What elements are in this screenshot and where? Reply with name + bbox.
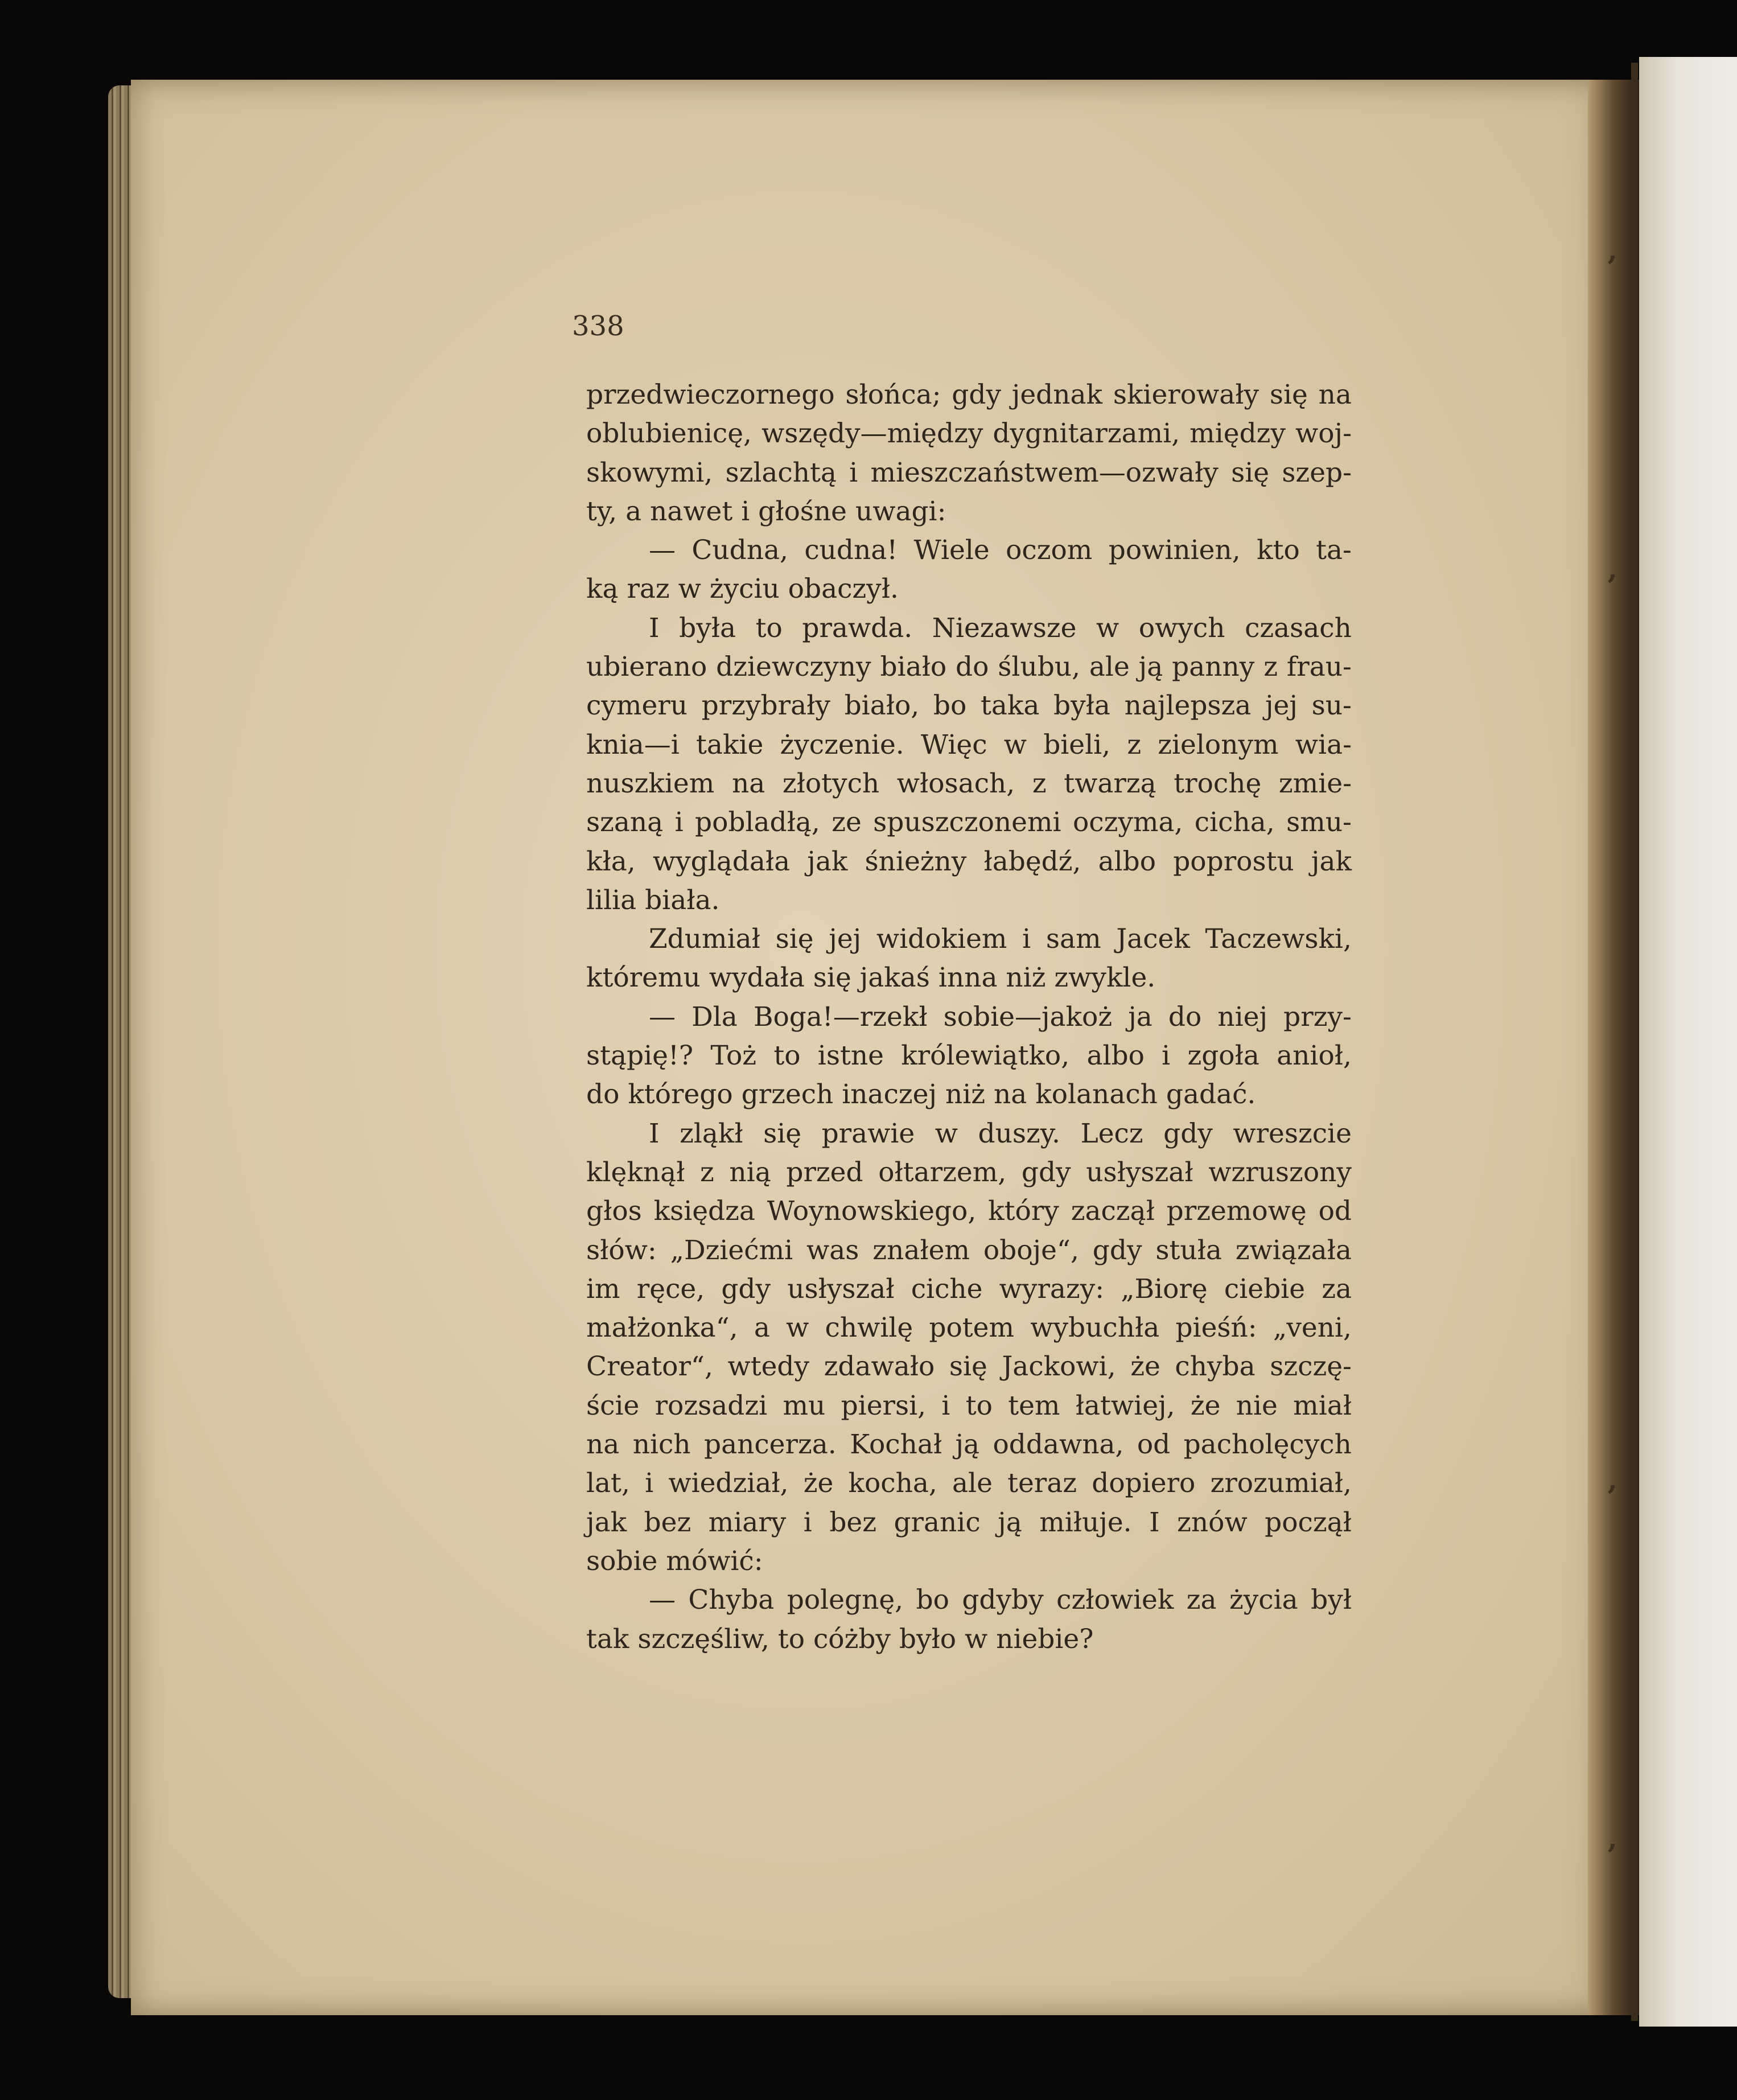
word: pobladłą, bbox=[695, 807, 820, 839]
word: ubierano bbox=[586, 651, 707, 683]
text-line bbox=[586, 1387, 1352, 1425]
word: Chyba bbox=[688, 1584, 775, 1616]
word: złotych bbox=[782, 767, 880, 799]
word: związała bbox=[1235, 1234, 1352, 1266]
text-line bbox=[586, 1037, 1352, 1075]
word: bez bbox=[829, 1506, 876, 1538]
word: pieśń: bbox=[1175, 1312, 1257, 1344]
word: poprostu bbox=[1173, 845, 1294, 877]
word: niej bbox=[1217, 1001, 1268, 1033]
word: stuła bbox=[1155, 1234, 1222, 1266]
word: w bbox=[1096, 612, 1119, 644]
word: potem bbox=[929, 1312, 1015, 1344]
word: włosach, bbox=[896, 767, 1015, 799]
word: jej bbox=[1265, 690, 1298, 722]
word: klęknął bbox=[586, 1156, 685, 1188]
word: z bbox=[1127, 729, 1142, 761]
word: z bbox=[699, 1156, 714, 1188]
word: „Biorę bbox=[1121, 1273, 1208, 1305]
word: wiedział, bbox=[668, 1468, 789, 1499]
word: jak bbox=[807, 845, 848, 877]
word: Cudna, bbox=[691, 535, 788, 566]
text-line-content: ką raz w życiu obaczył. bbox=[586, 573, 899, 605]
word: woj- bbox=[1295, 418, 1352, 450]
word: wreszcie bbox=[1233, 1117, 1352, 1149]
word: się bbox=[949, 1351, 987, 1383]
word: prawda. bbox=[802, 612, 913, 644]
word: I bbox=[649, 612, 660, 644]
word: do bbox=[1168, 1001, 1202, 1033]
word: i bbox=[803, 1506, 812, 1538]
word: granic bbox=[894, 1506, 981, 1538]
word: jednak bbox=[1011, 379, 1103, 410]
word: gdy bbox=[1163, 1117, 1213, 1149]
text-line bbox=[586, 531, 1352, 570]
word: od bbox=[1137, 1429, 1171, 1461]
word: albo bbox=[1086, 1040, 1145, 1072]
word: nuszkiem bbox=[586, 767, 715, 799]
word: I bbox=[649, 1117, 660, 1149]
word: to bbox=[755, 612, 783, 644]
binding-thread-mark: ʼ bbox=[1606, 569, 1617, 604]
word: Taczewski, bbox=[1205, 923, 1352, 955]
word: — bbox=[649, 535, 676, 566]
word: duszy. bbox=[978, 1117, 1060, 1149]
word: kto bbox=[1257, 535, 1300, 566]
word: rozsadzi bbox=[655, 1390, 768, 1421]
text-line bbox=[586, 1192, 1352, 1231]
text-line-content: ty, a nawet i głośne uwagi: bbox=[586, 495, 946, 527]
word: gdy bbox=[1092, 1234, 1142, 1266]
word: pancerza. bbox=[703, 1429, 837, 1461]
word: takie bbox=[696, 729, 764, 761]
text-line bbox=[586, 376, 1352, 414]
word: owych bbox=[1138, 612, 1225, 644]
word: przy- bbox=[1283, 1001, 1352, 1033]
word: miary bbox=[708, 1506, 787, 1538]
text-line bbox=[586, 1464, 1352, 1503]
word: to bbox=[965, 1390, 993, 1421]
word: który bbox=[988, 1195, 1059, 1227]
binding-thread-mark: ʼ bbox=[1606, 1839, 1617, 1873]
word: nią bbox=[729, 1156, 771, 1188]
word: polegnę, bbox=[787, 1584, 904, 1616]
word: trochę bbox=[1174, 767, 1262, 799]
word: Kochał bbox=[850, 1429, 942, 1461]
word: ale bbox=[1089, 651, 1130, 683]
word: ją bbox=[998, 1506, 1022, 1538]
word: Lecz bbox=[1080, 1117, 1143, 1149]
word: cudna! bbox=[804, 535, 898, 566]
word: była bbox=[1053, 690, 1110, 722]
word: szlachtą bbox=[725, 457, 837, 488]
word: do bbox=[956, 651, 989, 683]
word: na bbox=[586, 1429, 620, 1461]
text-line bbox=[586, 726, 1352, 765]
text-line-content: lilia biała. bbox=[586, 884, 720, 916]
word: zdawało bbox=[824, 1351, 935, 1383]
word: łabędź, bbox=[983, 845, 1081, 877]
text-line bbox=[586, 454, 1352, 492]
text-line bbox=[586, 1581, 1352, 1620]
word: ciche bbox=[911, 1273, 983, 1305]
word: czasach bbox=[1245, 612, 1352, 644]
text-line bbox=[586, 843, 1352, 881]
word: był bbox=[1311, 1584, 1352, 1616]
word: Zdumiał bbox=[649, 923, 760, 955]
word: zielonym bbox=[1158, 729, 1279, 761]
word: chwilę bbox=[825, 1312, 913, 1344]
text-line bbox=[586, 1075, 1352, 1114]
word: I bbox=[1149, 1506, 1160, 1538]
text-line bbox=[586, 1231, 1352, 1270]
text-line-content: tak szczęśliw, to cóżby było w niebie? bbox=[586, 1623, 1094, 1655]
word: się bbox=[763, 1117, 802, 1149]
word: wzruszony bbox=[1208, 1156, 1352, 1188]
binding-strip bbox=[1631, 63, 1638, 2021]
word: że bbox=[803, 1468, 834, 1499]
word: jak bbox=[1311, 845, 1352, 877]
word: ją bbox=[955, 1429, 980, 1461]
word: za bbox=[1322, 1273, 1352, 1305]
binding-tack-mark: ʼ bbox=[1606, 250, 1617, 285]
word: jak bbox=[586, 1506, 627, 1538]
word: powinien, bbox=[1108, 535, 1241, 566]
word: przemowę bbox=[1166, 1195, 1307, 1227]
word: miał bbox=[1293, 1390, 1352, 1421]
text-line bbox=[586, 1270, 1352, 1309]
word: anioł, bbox=[1277, 1040, 1352, 1072]
word: że bbox=[1190, 1390, 1221, 1421]
word: że bbox=[1130, 1351, 1160, 1383]
word: między bbox=[1189, 418, 1286, 450]
word: oblubienicę, bbox=[586, 418, 752, 450]
word: wszędy—między bbox=[762, 418, 983, 450]
word: — bbox=[649, 1584, 676, 1616]
word: a bbox=[754, 1312, 770, 1344]
word: szep- bbox=[1282, 457, 1352, 488]
word: zaczął bbox=[1071, 1195, 1155, 1227]
word: mu bbox=[783, 1390, 826, 1421]
word: prawie bbox=[821, 1117, 915, 1149]
text-line bbox=[586, 414, 1352, 453]
word: su- bbox=[1311, 690, 1352, 722]
word: z bbox=[1263, 651, 1278, 683]
text-line bbox=[586, 920, 1352, 959]
text-line bbox=[586, 1503, 1352, 1542]
text-line bbox=[586, 959, 1352, 997]
word: ołtarzem, bbox=[878, 1156, 1007, 1188]
word: teraz bbox=[1007, 1468, 1077, 1499]
word: ale bbox=[952, 1468, 993, 1499]
text-line-content: sobie mówić: bbox=[586, 1545, 763, 1577]
word: ta- bbox=[1316, 535, 1352, 566]
word: biało, bbox=[844, 690, 920, 722]
text-line bbox=[586, 687, 1352, 725]
word: albo bbox=[1098, 845, 1156, 877]
word: dziewczyny bbox=[716, 651, 871, 683]
text-line bbox=[586, 1309, 1352, 1347]
word: oboje“, bbox=[983, 1234, 1079, 1266]
word: znałem bbox=[872, 1234, 970, 1266]
word: cicha, bbox=[1194, 807, 1275, 839]
word: się bbox=[1269, 379, 1308, 410]
word: życzenie. bbox=[780, 729, 904, 761]
word: wia- bbox=[1295, 729, 1352, 761]
word: słońca; bbox=[845, 379, 941, 410]
word: bieli, bbox=[1043, 729, 1111, 761]
word: i bbox=[849, 457, 858, 488]
word: skierowały bbox=[1113, 379, 1259, 410]
word: jej bbox=[829, 923, 862, 955]
word: szaną bbox=[586, 807, 664, 839]
word: głos bbox=[586, 1195, 642, 1227]
word: sam bbox=[1046, 923, 1101, 955]
word: frau- bbox=[1286, 651, 1352, 683]
body-text bbox=[586, 376, 1352, 1659]
word: małżonka“, bbox=[586, 1312, 738, 1344]
word: gdy bbox=[1021, 1156, 1071, 1188]
word: życia bbox=[1229, 1584, 1298, 1616]
word: przed bbox=[786, 1156, 863, 1188]
word: skowymi, bbox=[586, 457, 713, 488]
word: słów: bbox=[586, 1234, 657, 1266]
word: lat, bbox=[586, 1468, 630, 1499]
word: przybrały bbox=[701, 690, 830, 722]
word: łatwiej, bbox=[1075, 1390, 1175, 1421]
word: wybuchła bbox=[1030, 1312, 1160, 1344]
binding-thread-mark: ʼ bbox=[1606, 1480, 1617, 1515]
word: się bbox=[775, 923, 814, 955]
text-line bbox=[586, 765, 1352, 803]
word: taka bbox=[980, 690, 1040, 722]
word: na bbox=[1318, 379, 1352, 410]
text-line bbox=[586, 881, 1352, 920]
word: i bbox=[674, 807, 684, 839]
word: „Dziećmi bbox=[670, 1234, 793, 1266]
word: stąpię!? bbox=[586, 1040, 694, 1072]
word: — bbox=[649, 1001, 676, 1033]
word: gdy bbox=[721, 1273, 771, 1305]
word: ją bbox=[1138, 651, 1163, 683]
word: chyba bbox=[1175, 1351, 1256, 1383]
word: Woynowskiego, bbox=[767, 1195, 977, 1227]
word: usłyszał bbox=[787, 1273, 895, 1305]
word: panny bbox=[1172, 651, 1255, 683]
word: Creator“, bbox=[586, 1351, 713, 1383]
word: ja bbox=[1128, 1001, 1152, 1033]
word: twarzą bbox=[1064, 767, 1156, 799]
word: zląkł bbox=[680, 1117, 743, 1149]
word: ście bbox=[586, 1390, 640, 1421]
word: na bbox=[731, 767, 765, 799]
right-page-edge bbox=[1639, 57, 1737, 2027]
word: bez bbox=[644, 1506, 691, 1538]
text-line bbox=[586, 1425, 1352, 1464]
word: dygnitarzami, bbox=[993, 418, 1180, 450]
text-line bbox=[586, 648, 1352, 687]
text-line bbox=[586, 1620, 1352, 1659]
word: was bbox=[806, 1234, 859, 1266]
text-line bbox=[586, 492, 1352, 531]
text-line bbox=[586, 1347, 1352, 1386]
word: tem bbox=[1008, 1390, 1060, 1421]
word: ślubu, bbox=[998, 651, 1081, 683]
word: zrozumiał, bbox=[1210, 1468, 1352, 1499]
word: dopiero bbox=[1092, 1468, 1196, 1499]
word: smu- bbox=[1286, 807, 1352, 839]
word: wyrazy: bbox=[999, 1273, 1105, 1305]
word: od bbox=[1318, 1195, 1352, 1227]
word: cymeru bbox=[586, 690, 688, 722]
word: gdyby bbox=[962, 1584, 1044, 1616]
word: Wiele bbox=[913, 535, 990, 566]
word: kocha, bbox=[848, 1468, 937, 1499]
word: znów bbox=[1177, 1506, 1248, 1538]
word: ręce, bbox=[636, 1273, 705, 1305]
word: śnieżny bbox=[865, 845, 967, 877]
word: nich bbox=[632, 1429, 691, 1461]
word: kła, bbox=[586, 845, 636, 877]
word: szczę- bbox=[1270, 1351, 1352, 1383]
word: pacholęcych bbox=[1183, 1429, 1352, 1461]
word: wyglądała bbox=[652, 845, 791, 877]
word: Toż bbox=[710, 1040, 757, 1072]
word: bo bbox=[916, 1584, 949, 1616]
word: sobie—jakoż bbox=[943, 1001, 1113, 1033]
text-line bbox=[586, 1153, 1352, 1192]
word: im bbox=[586, 1273, 620, 1305]
text-line bbox=[586, 998, 1352, 1037]
word: najlepsza bbox=[1124, 690, 1252, 722]
word: Boga!—rzekł bbox=[753, 1001, 928, 1033]
word: z bbox=[1032, 767, 1047, 799]
word: widokiem bbox=[876, 923, 1007, 955]
page-number: 338 bbox=[572, 310, 624, 342]
word: księdza bbox=[653, 1195, 755, 1227]
word: bo bbox=[933, 690, 967, 722]
word: piersi, bbox=[841, 1390, 927, 1421]
text-line-content: któremu wydała się jakaś inna niż zwykle. bbox=[586, 962, 1156, 994]
word: w bbox=[935, 1117, 958, 1149]
word: miłuje. bbox=[1039, 1506, 1132, 1538]
word: królewiątko, bbox=[901, 1040, 1070, 1072]
word: gdy bbox=[952, 379, 1002, 410]
word: w bbox=[786, 1312, 809, 1344]
word: w bbox=[1003, 729, 1027, 761]
word: Niezawsze bbox=[932, 612, 1077, 644]
word: człowiek bbox=[1056, 1584, 1174, 1616]
word: wtedy bbox=[727, 1351, 810, 1383]
word: i bbox=[941, 1390, 950, 1421]
word: usłyszał bbox=[1086, 1156, 1193, 1188]
word: się bbox=[1231, 457, 1270, 488]
word: „veni, bbox=[1273, 1312, 1352, 1344]
word: Dla bbox=[691, 1001, 738, 1033]
word: ciebie bbox=[1224, 1273, 1306, 1305]
word: spuszczonemi bbox=[873, 807, 1061, 839]
text-line bbox=[586, 609, 1352, 648]
word: Jacek bbox=[1116, 923, 1190, 955]
word: zmie- bbox=[1278, 767, 1352, 799]
word: była bbox=[679, 612, 736, 644]
word: oddawna, bbox=[993, 1429, 1124, 1461]
word: oczom bbox=[1006, 535, 1093, 566]
word: nie bbox=[1236, 1390, 1278, 1421]
word: i bbox=[645, 1468, 654, 1499]
word: istne bbox=[817, 1040, 884, 1072]
text-line bbox=[586, 803, 1352, 842]
word: to bbox=[773, 1040, 801, 1072]
word: oczyma, bbox=[1072, 807, 1183, 839]
text-line-content: do którego grzech inaczej niż na kolanach gadać. bbox=[586, 1079, 1256, 1111]
word: za bbox=[1186, 1584, 1217, 1616]
word: knia—i bbox=[586, 729, 680, 761]
text-line bbox=[586, 570, 1352, 609]
word: zgoła bbox=[1187, 1040, 1259, 1072]
word: mieszczaństwem—ozwały bbox=[870, 457, 1219, 488]
word: i bbox=[1162, 1040, 1171, 1072]
word: Więc bbox=[920, 729, 987, 761]
word: i bbox=[1022, 923, 1031, 955]
text-line bbox=[586, 1542, 1352, 1581]
word: począł bbox=[1265, 1506, 1352, 1538]
word: biało bbox=[880, 651, 947, 683]
word: Jackowi, bbox=[1002, 1351, 1116, 1383]
word: ze bbox=[832, 807, 862, 839]
word: przedwieczornego bbox=[586, 379, 835, 410]
text-line bbox=[586, 1115, 1352, 1153]
